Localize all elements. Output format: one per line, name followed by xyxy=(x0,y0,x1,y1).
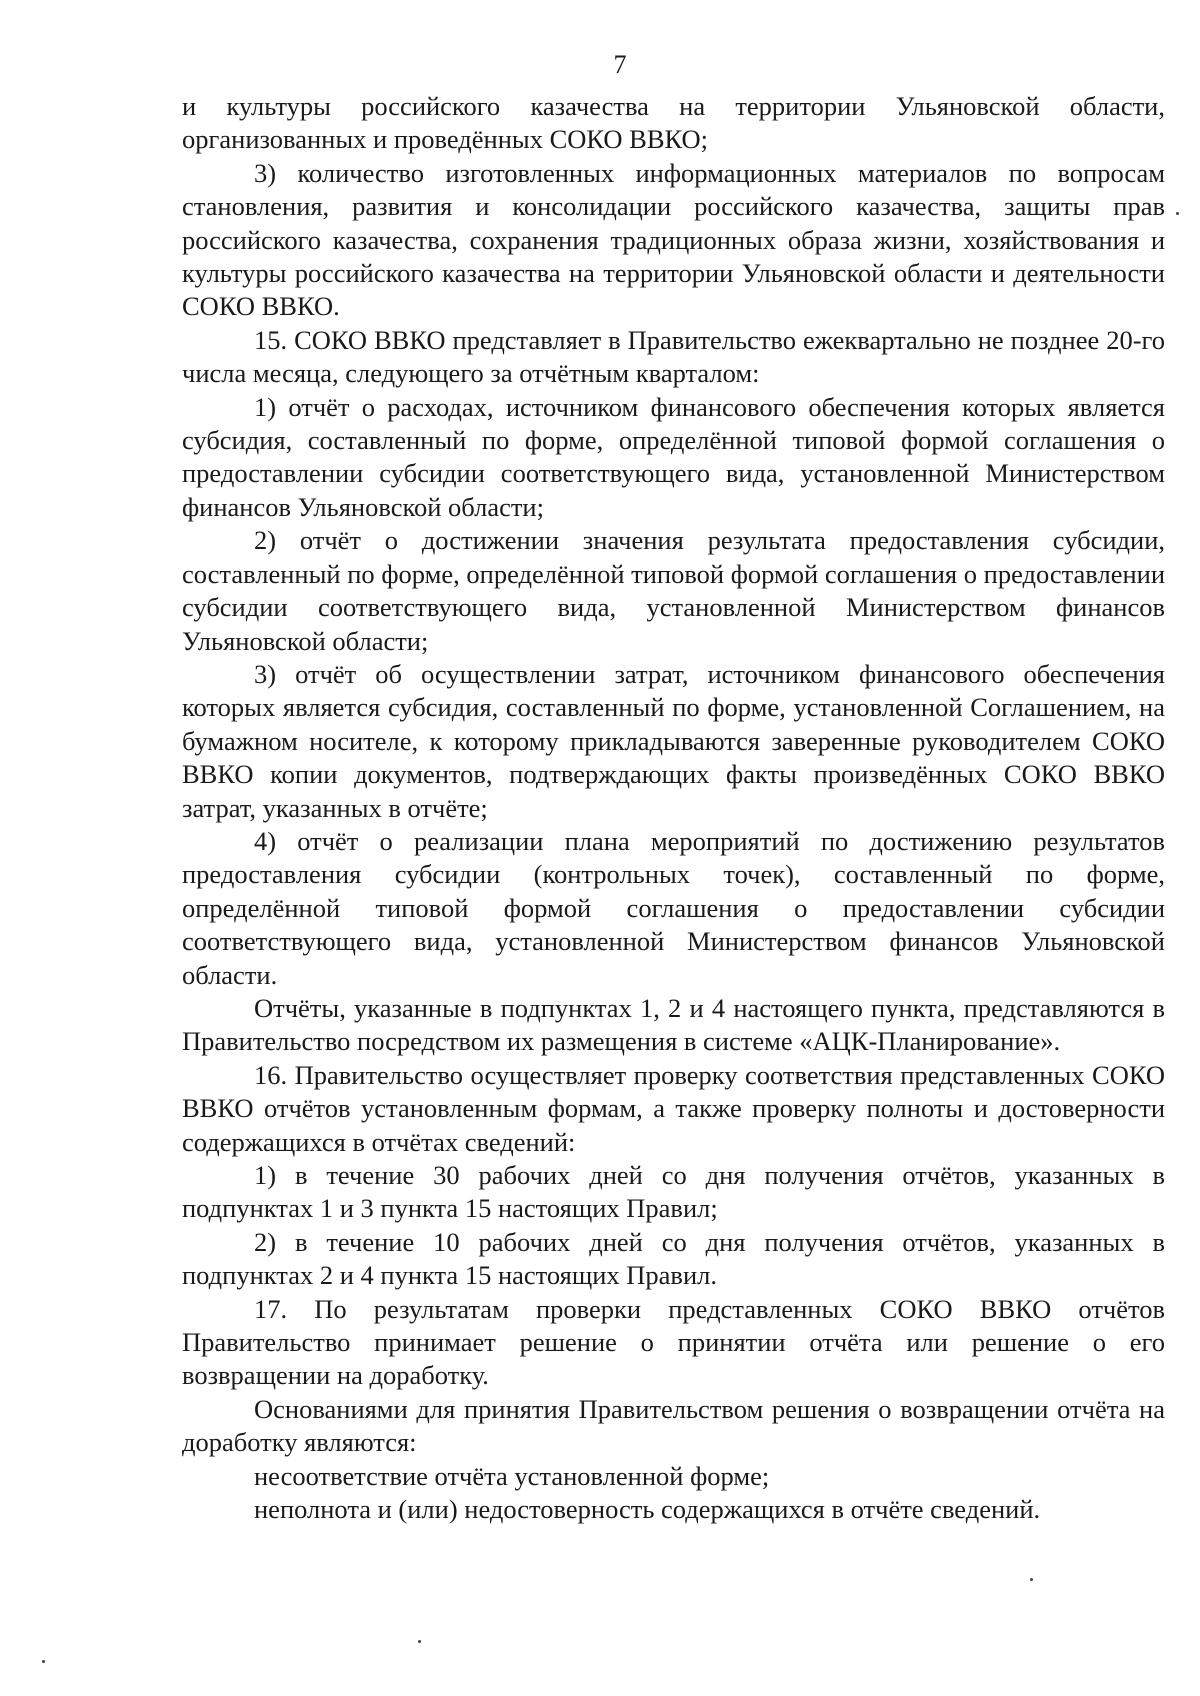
page-number: 7 xyxy=(613,50,627,79)
paragraph-clause-15-item-2: 2) отчёт о достижении значения результата предоставления субсидии, составленный по форме, определённой типовой формой соглашения о предоставлении субсидии соответствующего вида, установленной Министерством финансов Ульяновской области; xyxy=(182,525,1165,656)
paragraph-ground-2: неполнота и (или) недостоверность содержащихся в отчёте сведений. xyxy=(254,1494,1041,1525)
paragraph-item-3: 3) количество изготовленных информационных материалов по вопросам становления, развития и консолидации российского казачества, защиты прав российского казачества, сохранения традиционных образа жизни, хозяйствования и культуры российского казачества на территории Ульяновской области и деятельности СОКО ВВКО. xyxy=(182,157,1165,322)
paragraph-ground-1: несоответствие отчёта установленной форме; xyxy=(254,1460,770,1491)
paragraph-clause-15: 15. СОКО ВВКО представляет в Правительство ежеквартально не позднее 20-го числа месяца, следующего за отчётным кварталом: xyxy=(182,324,1165,389)
scan-speck xyxy=(418,1640,421,1643)
document-body xyxy=(182,90,1165,1526)
paragraph-clause-15-item-3: 3) отчёт об осуществлении затрат, источником финансового обеспечения которых является субсидия, составленный по форме, установленной Соглашением, на бумажном носителе, к которому прикладываются заверенные руководителем СОКО ВВКО копии документов, подтверждающих факты произведённых СОКО ВВКО затрат, указанных в отчёте; xyxy=(182,658,1165,823)
paragraph-clause-16-item-2: 2) в течение 10 рабочих дней со дня получения отчётов, указанных в подпунктах 2 и 4 пункта 15 настоящих Правил. xyxy=(182,1226,1165,1291)
scan-speck xyxy=(42,1660,45,1663)
paragraph-clause-16: 16. Правительство осуществляет проверку соответствия представленных СОКО ВВКО отчётов установленным формам, а также проверку полноты и достоверности содержащихся в отчётах сведений: xyxy=(182,1059,1165,1157)
paragraph-clause-15-item-1: 1) отчёт о расходах, источником финансового обеспечения которых является субсидия, составленный по форме, определённой типовой формой соглашения о предоставлении субсидии соответствующего вида, установленной Министерством финансов Ульяновской области; xyxy=(182,391,1165,522)
paragraph-clause-15-item-4: 4) отчёт о реализации плана мероприятий по достижению результатов предоставления субсидии (контрольных точек), составленный по форме, определённой типовой формой соглашения о предоставлении субсидии соответствующего вида, установленной Министерством финансов Ульяновской области. xyxy=(182,825,1165,990)
paragraph-return-grounds: Основаниями для принятия Правительством решения о возвращении отчёта на доработку являются: xyxy=(182,1393,1165,1458)
scan-speck xyxy=(1176,212,1179,215)
paragraph-continuation: и культуры российского казачества на территории Ульяновской области, организованных и проведённых СОКО ВВКО; xyxy=(182,91,1165,155)
paragraph-reports-note: Отчёты, указанные в подпунктах 1, 2 и 4 настоящего пункта, представляются в Правительство посредством их размещения в системе «АЦК-Планирование». xyxy=(182,992,1165,1057)
paragraph-clause-16-item-1: 1) в течение 30 рабочих дней со дня получения отчётов, указанных в подпунктах 1 и 3 пункта 15 настоящих Правил; xyxy=(182,1160,1165,1224)
scan-speck xyxy=(1030,1578,1033,1581)
paragraph-clause-17: 17. По результатам проверки представленных СОКО ВВКО отчётов Правительство принимает решение о принятии отчёта или решение о его возвращении на доработку. xyxy=(182,1293,1165,1391)
